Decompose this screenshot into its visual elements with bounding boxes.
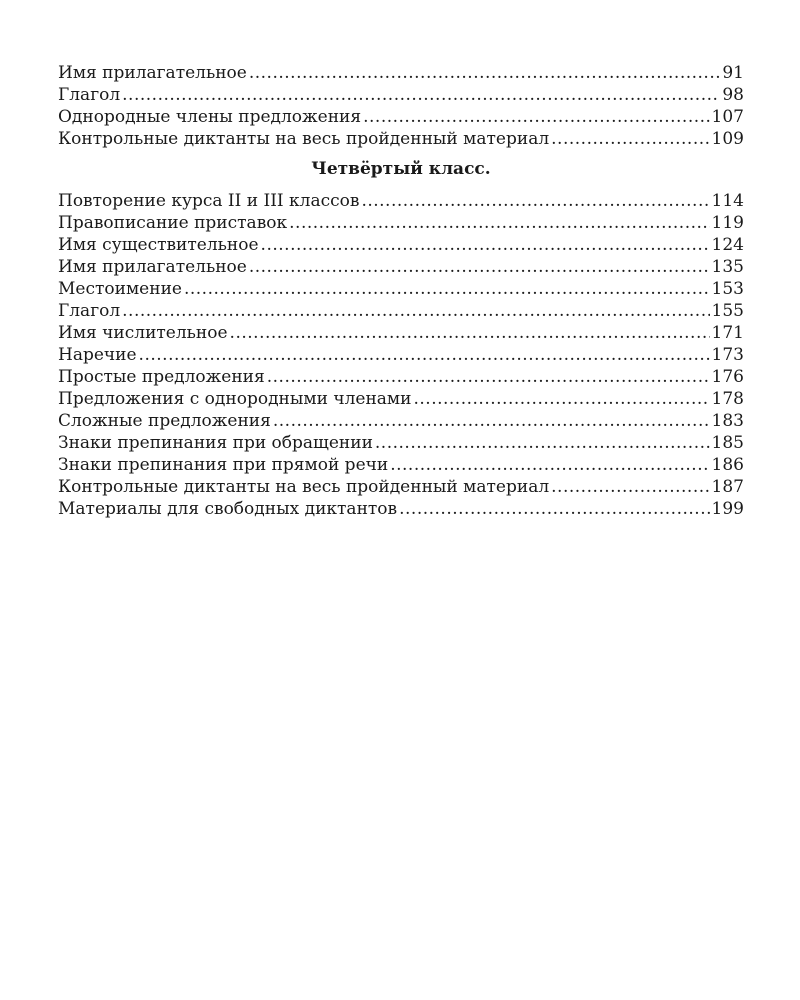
toc-leader-dots — [551, 128, 709, 150]
toc-leader-dots — [375, 432, 710, 454]
toc-entry-title: Глагол — [58, 85, 121, 105]
toc-entry-title: Имя существительное — [58, 235, 259, 255]
toc-entry-title: Предложения с однородными членами — [58, 389, 412, 409]
toc-entry-page: 173 — [711, 345, 744, 365]
toc-leader-dots — [139, 344, 710, 366]
toc-entry[interactable] — [58, 190, 744, 212]
toc-entry[interactable] — [58, 432, 744, 454]
toc-entry-page: 114 — [711, 191, 744, 211]
toc-entry[interactable] — [58, 234, 744, 256]
toc-entry-page: 155 — [711, 301, 744, 321]
toc-entry-title: Местоимение — [58, 279, 182, 299]
toc-entry-page: 153 — [711, 279, 744, 299]
toc-leader-dots — [184, 278, 710, 300]
toc-section-previous — [58, 62, 744, 150]
toc-entry[interactable] — [58, 366, 744, 388]
toc-entry[interactable] — [58, 322, 744, 344]
toc-entry-title: Простые предложения — [58, 367, 265, 387]
toc-leader-dots — [249, 62, 721, 84]
toc-leader-dots — [249, 256, 710, 278]
toc-leader-dots — [230, 322, 710, 344]
toc-entry-title: Однородные члены предложения — [58, 107, 362, 127]
toc-entry-page: 107 — [711, 107, 744, 127]
toc-entry[interactable] — [58, 344, 744, 366]
toc-entry[interactable] — [58, 212, 744, 234]
toc-entry-page: 186 — [711, 455, 744, 475]
toc-leader-dots — [273, 410, 710, 432]
toc-entry-title: Имя прилагательное — [58, 257, 247, 277]
toc-leader-dots — [122, 300, 709, 322]
toc-entry[interactable] — [58, 300, 744, 322]
toc-entry-page: 187 — [711, 477, 744, 497]
toc-entry[interactable] — [58, 410, 744, 432]
toc-leader-dots — [361, 190, 709, 212]
toc-entry[interactable] — [58, 454, 744, 476]
toc-section-fourth-grade — [58, 190, 744, 520]
toc-entry-title: Знаки препинания при обращении — [58, 433, 373, 453]
toc-leader-dots — [413, 388, 709, 410]
toc-entry-page: 176 — [711, 367, 744, 387]
toc-entry[interactable] — [58, 84, 744, 106]
toc-entry-page: 199 — [711, 499, 744, 519]
toc-entry-page: 109 — [711, 129, 744, 149]
toc-leader-dots — [267, 366, 710, 388]
toc-entry-title: Имя числительное — [58, 323, 228, 343]
toc-entry-title: Контрольные диктанты на весь пройденный материал — [58, 477, 550, 497]
toc-entry-title: Контрольные диктанты на весь пройденный материал — [58, 129, 550, 149]
toc-entry-title: Сложные предложения — [58, 411, 271, 431]
toc-leader-dots — [261, 234, 710, 256]
toc-entry-page: 171 — [711, 323, 744, 343]
toc-entry-page: 98 — [722, 85, 744, 105]
toc-entry[interactable] — [58, 256, 744, 278]
toc-entry-title: Глагол — [58, 301, 121, 321]
toc-entry[interactable] — [58, 128, 744, 150]
toc-entry-page: 124 — [711, 235, 744, 255]
toc-entry-title: Наречие — [58, 345, 137, 365]
toc-leader-dots — [289, 212, 709, 234]
toc-entry[interactable] — [58, 498, 744, 520]
toc-entry[interactable] — [58, 278, 744, 300]
toc-leader-dots — [363, 106, 709, 128]
toc-entry-page: 183 — [711, 411, 744, 431]
toc-entry-title: Материалы для свободных диктантов — [58, 499, 398, 519]
toc-entry[interactable] — [58, 476, 744, 498]
toc-leader-dots — [399, 498, 709, 520]
toc-entry-page: 91 — [722, 63, 744, 83]
table-of-contents — [58, 62, 744, 520]
toc-leader-dots — [551, 476, 709, 498]
toc-entry-title: Повторение курса II и III классов — [58, 191, 360, 211]
toc-entry-title: Правописание приставок — [58, 213, 288, 233]
toc-entry[interactable] — [58, 106, 744, 128]
toc-entry-page: 135 — [711, 257, 744, 277]
toc-entry-page: 185 — [711, 433, 744, 453]
toc-entry-title: Имя прилагательное — [58, 63, 247, 83]
toc-entry-page: 178 — [711, 389, 744, 409]
toc-entry[interactable] — [58, 62, 744, 84]
toc-leader-dots — [390, 454, 709, 476]
section-heading-fourth-grade: Четвёртый класс. — [311, 159, 491, 179]
toc-entry[interactable] — [58, 388, 744, 410]
toc-entry-title: Знаки препинания при прямой речи — [58, 455, 389, 475]
toc-entry-page: 119 — [711, 213, 744, 233]
toc-leader-dots — [122, 84, 720, 106]
